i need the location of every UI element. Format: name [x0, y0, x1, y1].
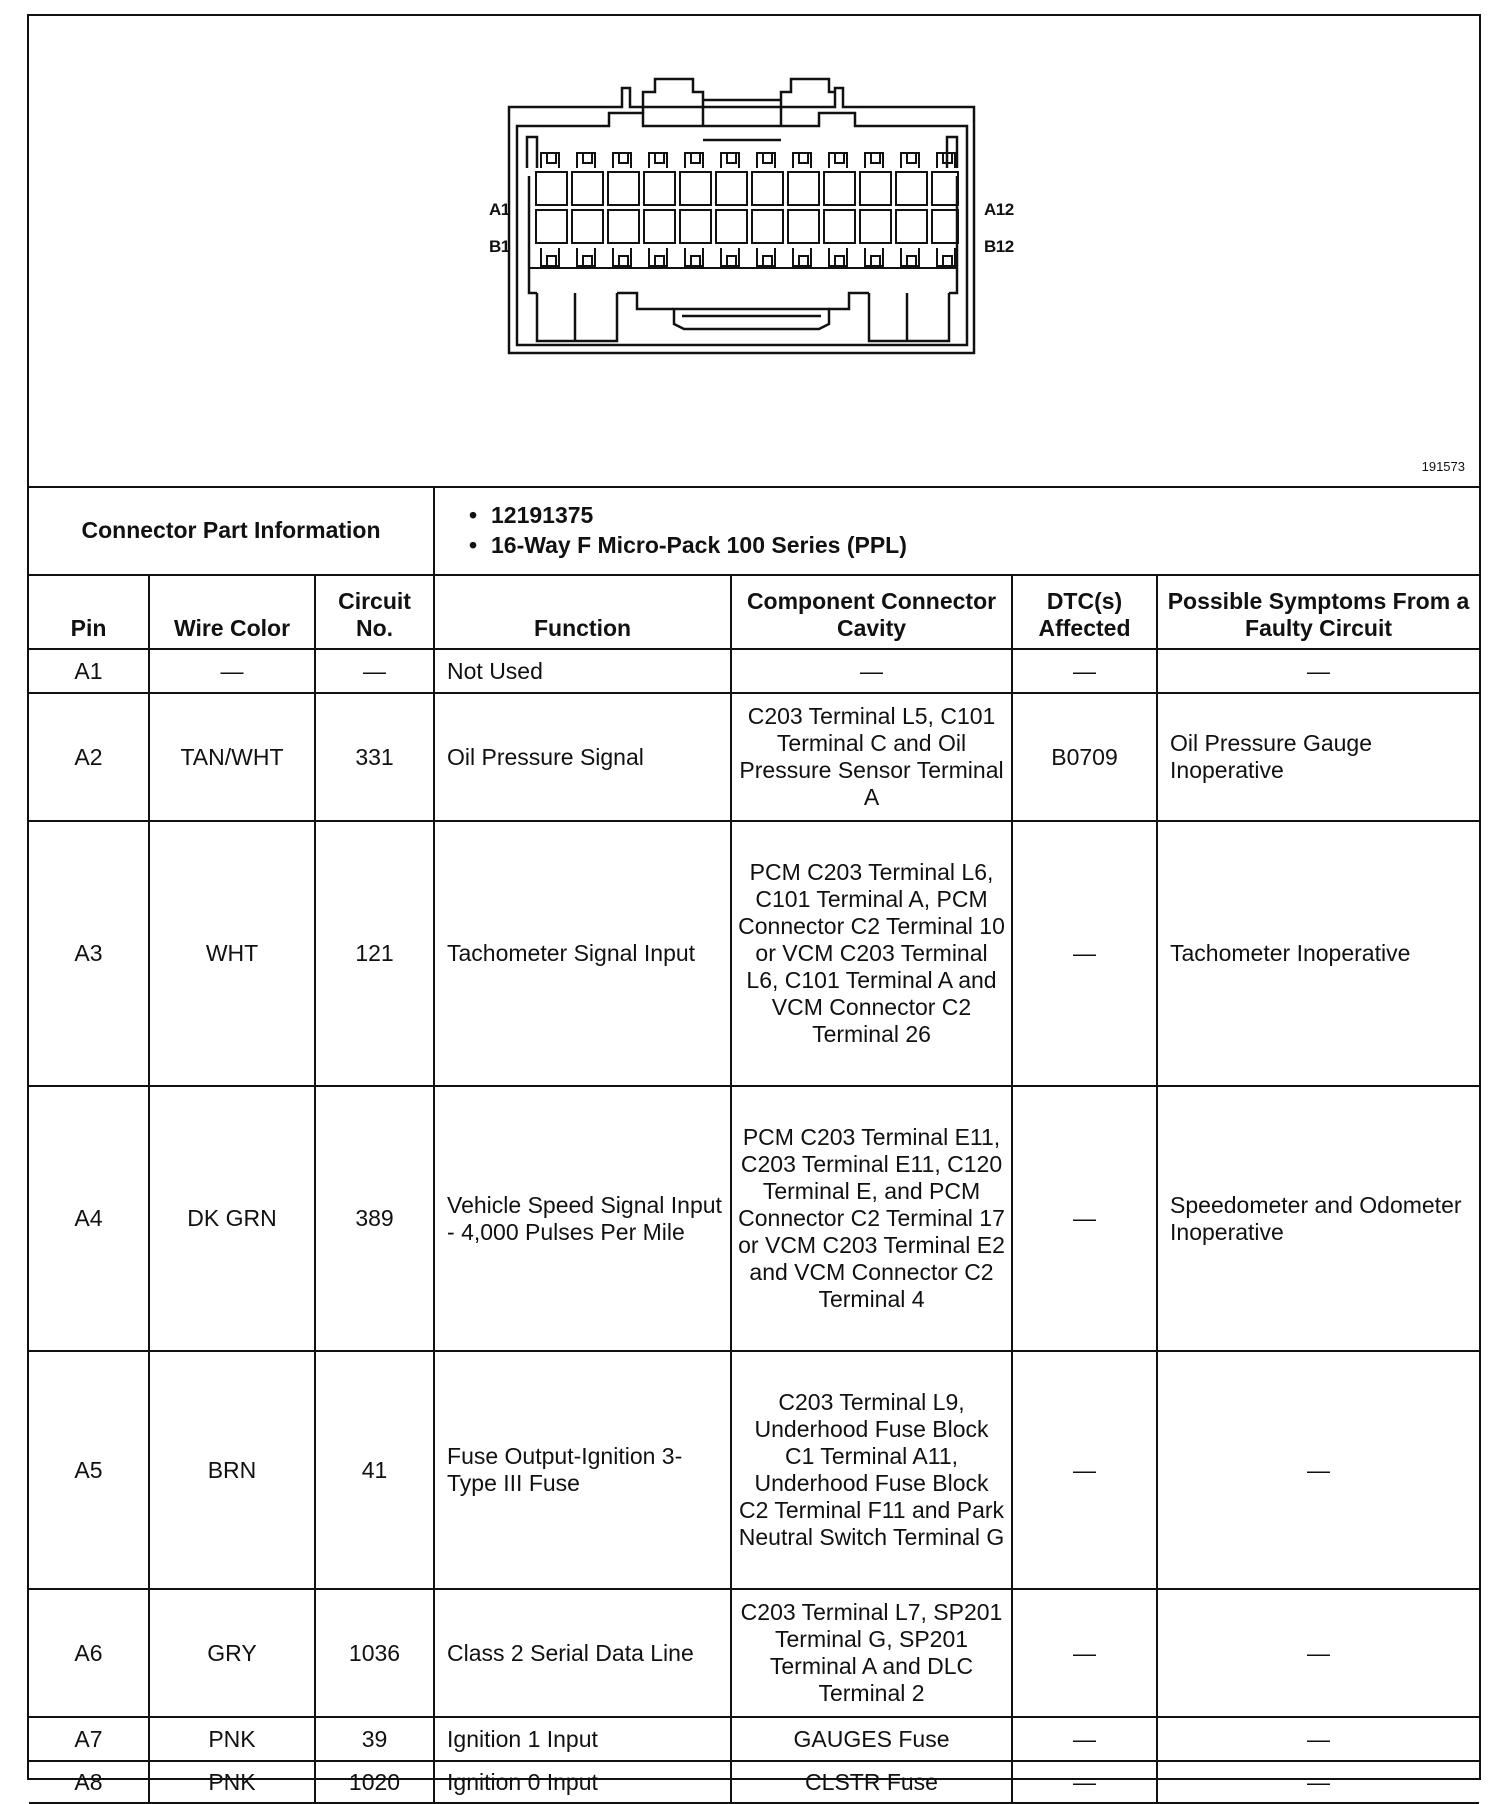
function-cell: Tachometer Signal Input: [434, 821, 731, 1086]
pin-cell: A5: [29, 1351, 149, 1589]
header-pin: Pin: [29, 575, 149, 649]
cavity-cell: CLSTR Fuse: [731, 1761, 1012, 1803]
circuit-cell: 121: [315, 821, 434, 1086]
header-wire-color: Wire Color: [149, 575, 315, 649]
symptoms-cell: Tachometer Inoperative: [1157, 821, 1479, 1086]
cavity-cell: C203 Terminal L9, Underhood Fuse Block C1 Terminal A11, Underhood Fuse Block C2 Terminal F11 and Park Neutral Switch Terminal G: [731, 1351, 1012, 1589]
connector-sheet: [27, 14, 1481, 1795]
pin-cell: A8: [29, 1761, 149, 1803]
connector-figure: [29, 16, 1479, 488]
wire-color-cell: WHT: [149, 821, 315, 1086]
circuit-cell: 331: [315, 693, 434, 821]
function-cell: Ignition 1 Input: [434, 1717, 731, 1761]
symptoms-cell: —: [1157, 1717, 1479, 1761]
circuit-cell: 1020: [315, 1761, 434, 1803]
pin-cell: A7: [29, 1717, 149, 1761]
pin-cell: A2: [29, 693, 149, 821]
function-cell: Oil Pressure Signal: [434, 693, 731, 821]
function-cell: Ignition 0 Input: [434, 1761, 731, 1803]
connector-info-list: [434, 486, 1479, 575]
symptoms-cell: Speedometer and Odometer Inoperative: [1157, 1086, 1479, 1351]
header-row: [29, 575, 1479, 649]
dtc-cell: —: [1012, 1717, 1157, 1761]
header-circuit-no: Circuit No.: [315, 575, 434, 649]
dtc-cell: —: [1012, 1086, 1157, 1351]
table-row: [29, 1589, 1479, 1717]
function-cell: Class 2 Serial Data Line: [434, 1589, 731, 1717]
pin-cell: A6: [29, 1589, 149, 1717]
circuit-cell: 39: [315, 1717, 434, 1761]
pin-label-a12: A12: [984, 200, 1014, 219]
dtc-cell: —: [1012, 821, 1157, 1086]
header-function: Function: [434, 575, 731, 649]
wire-color-cell: BRN: [149, 1351, 315, 1589]
wire-color-cell: PNK: [149, 1717, 315, 1761]
connector-info-item: • 16-Way F Micro-Pack 100 Series (PPL): [469, 531, 907, 558]
function-cell: Vehicle Speed Signal Input - 4,000 Pulses Per Mile: [434, 1086, 731, 1351]
pin-label-a1: A1: [489, 200, 510, 219]
dtc-cell: —: [1012, 649, 1157, 693]
circuit-cell: 389: [315, 1086, 434, 1351]
dtc-cell: —: [1012, 1761, 1157, 1803]
circuit-cell: 1036: [315, 1589, 434, 1717]
circuit-cell: 41: [315, 1351, 434, 1589]
wire-color-cell: TAN/WHT: [149, 693, 315, 821]
figure-number: 191573: [1421, 459, 1465, 474]
pin-cell: A1: [29, 649, 149, 693]
symptoms-cell: —: [1157, 1589, 1479, 1717]
symptoms-cell: —: [1157, 1351, 1479, 1589]
cavity-cell: GAUGES Fuse: [731, 1717, 1012, 1761]
wire-color-cell: DK GRN: [149, 1086, 315, 1351]
table-row: [29, 693, 1479, 821]
cavity-cell: PCM C203 Terminal E11, C203 Terminal E11, C120 Terminal E, and PCM Connector C2 Terminal 17 or VCM C203 Terminal E2 and VCM Connector C2 Terminal 4: [731, 1086, 1012, 1351]
connector-info-item: • 12191375: [469, 501, 594, 528]
table-row: [29, 1086, 1479, 1351]
connector-drawing: [29, 16, 1479, 484]
pin-label-b12: B12: [984, 237, 1014, 256]
circuit-cell: —: [315, 649, 434, 693]
function-cell: Not Used: [434, 649, 731, 693]
header-dtc: DTC(s) Affected: [1012, 575, 1157, 649]
wire-color-cell: GRY: [149, 1589, 315, 1717]
pinout-table: [29, 486, 1479, 1804]
header-component-cavity: Component Connector Cavity: [731, 575, 1012, 649]
cavity-cell: C203 Terminal L7, SP201 Terminal G, SP201 Terminal A and DLC Terminal 2: [731, 1589, 1012, 1717]
connector-info-row: [29, 486, 1479, 575]
dtc-cell: —: [1012, 1351, 1157, 1589]
connector-info-label: Connector Part Information: [29, 486, 434, 575]
table-row: [29, 1761, 1479, 1803]
symptoms-cell: —: [1157, 649, 1479, 693]
table-row: [29, 1717, 1479, 1761]
pin-cell: A3: [29, 821, 149, 1086]
cavity-cell: C203 Terminal L5, C101 Terminal C and Oil Pressure Sensor Terminal A: [731, 693, 1012, 821]
table-row: [29, 1351, 1479, 1589]
wire-color-cell: PNK: [149, 1761, 315, 1803]
pin-label-b1: B1: [489, 237, 510, 256]
cavity-cell: —: [731, 649, 1012, 693]
dtc-cell: —: [1012, 1589, 1157, 1717]
table-row: [29, 649, 1479, 693]
symptoms-cell: —: [1157, 1761, 1479, 1803]
wire-color-cell: —: [149, 649, 315, 693]
function-cell: Fuse Output-Ignition 3-Type III Fuse: [434, 1351, 731, 1589]
pin-cell: A4: [29, 1086, 149, 1351]
header-symptoms: Possible Symptoms From a Faulty Circuit: [1157, 575, 1479, 649]
symptoms-cell: Oil Pressure Gauge Inoperative: [1157, 693, 1479, 821]
cavity-cell: PCM C203 Terminal L6, C101 Terminal A, PCM Connector C2 Terminal 10 or VCM C203 Terminal L6, C101 Terminal A and VCM Connector C2 Terminal 26: [731, 821, 1012, 1086]
dtc-cell: B0709: [1012, 693, 1157, 821]
table-row: [29, 821, 1479, 1086]
